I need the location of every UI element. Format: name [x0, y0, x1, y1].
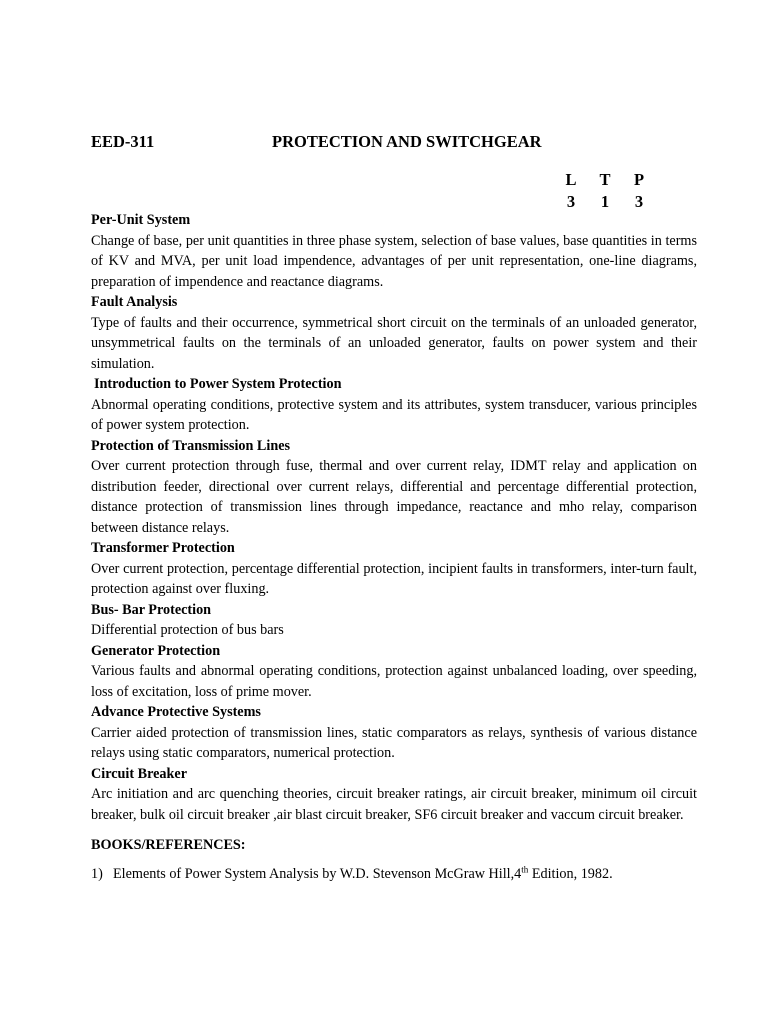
reference-text — [113, 863, 613, 882]
ltp-label-t: T — [599, 170, 611, 189]
section-heading: Per-Unit System — [91, 212, 191, 228]
section-body: Over current protection through fuse, thermal and over current relay, IDMT relay and application on distribution feeder, directional over current relays, differential and percentage differential protection, distance protection of transmission lines through impedance, reactance and mho relay, comparison between distance relays. — [91, 458, 697, 536]
references-heading: BOOKS/REFERENCES: — [91, 837, 246, 853]
reference-item — [91, 864, 697, 885]
ltp-value-t: 1 — [600, 192, 610, 211]
section-transformer-protection — [91, 538, 697, 600]
ltp-value-l: 3 — [566, 192, 576, 211]
section-body: Change of base, per unit quantities in three phase system, selection of base values, base quantities in terms of KV and MVA, per unit load impendence, advantages of per unit representation, one-line diagrams, preparation of impendence and reactance diagrams. — [91, 232, 697, 290]
section-per-unit-system — [91, 210, 697, 292]
section-heading: Circuit Breaker — [91, 765, 188, 782]
ltp-table — [560, 170, 670, 214]
section-body: Various faults and abnormal operating conditions, protection against unbalanced loading, over speeding, loss of excitation, loss of prime mover. — [91, 663, 697, 700]
reference-superscript: th — [521, 863, 529, 874]
ltp-label-l: L — [565, 170, 577, 189]
course-header — [91, 132, 711, 154]
section-intro-power-system-protection — [91, 374, 697, 436]
course-code: EED-311 — [91, 132, 155, 151]
syllabus-content — [91, 210, 697, 884]
section-circuit-breaker — [91, 764, 697, 826]
ltp-value-p: 3 — [634, 192, 644, 211]
section-heading: Advance Protective Systems — [91, 704, 261, 720]
section-body: Abnormal operating conditions, protective system and its attributes, system transducer, various principles of power system protection. — [91, 396, 697, 433]
section-heading: Fault Analysis — [91, 294, 178, 310]
ltp-labels-row — [560, 170, 670, 192]
section-body: Carrier aided protection of transmission lines, static comparators as relays, synthesis of various distance relays using static comparators, numerical protection. — [91, 724, 697, 761]
reference-text-main: Elements of Power System Analysis by W.D. Stevenson McGraw Hill,4 — [113, 865, 522, 882]
section-bus-bar-protection — [91, 600, 697, 641]
section-transmission-line-protection — [91, 436, 697, 539]
section-heading: Generator Protection — [91, 642, 221, 659]
section-heading: Bus- Bar Protection — [91, 601, 212, 618]
ltp-label-p: P — [633, 170, 645, 189]
section-body: Type of faults and their occurrence, symmetrical short circuit on the terminals of an unloaded generator, unsymmetrical faults on the terminals of an unloaded generator, faults on power system and their simulation. — [91, 314, 697, 372]
section-body: Arc initiation and arc quenching theories, circuit breaker ratings, air circuit breaker, minimum oil circuit breaker, bulk oil circuit breaker ,air blast circuit breaker, SF6 circuit breaker and vaccum circuit breaker. — [91, 786, 697, 823]
course-title: PROTECTION AND SWITCHGEAR — [272, 132, 542, 151]
section-advance-protective-systems — [91, 702, 697, 764]
section-heading: Introduction to Power System Protection — [94, 376, 342, 392]
reference-number: 1) — [91, 865, 103, 882]
reference-text-tail: Edition, 1982. — [528, 865, 613, 882]
section-heading: Protection of Transmission Lines — [91, 437, 291, 454]
section-body: Differential protection of bus bars — [91, 622, 284, 638]
section-body: Over current protection, percentage differential protection, incipient faults in transformers, inter-turn fault, protection against over fluxing. — [91, 560, 697, 597]
section-fault-analysis — [91, 292, 697, 374]
section-generator-protection — [91, 641, 697, 703]
references-list — [91, 864, 697, 885]
section-heading: Transformer Protection — [91, 540, 235, 556]
